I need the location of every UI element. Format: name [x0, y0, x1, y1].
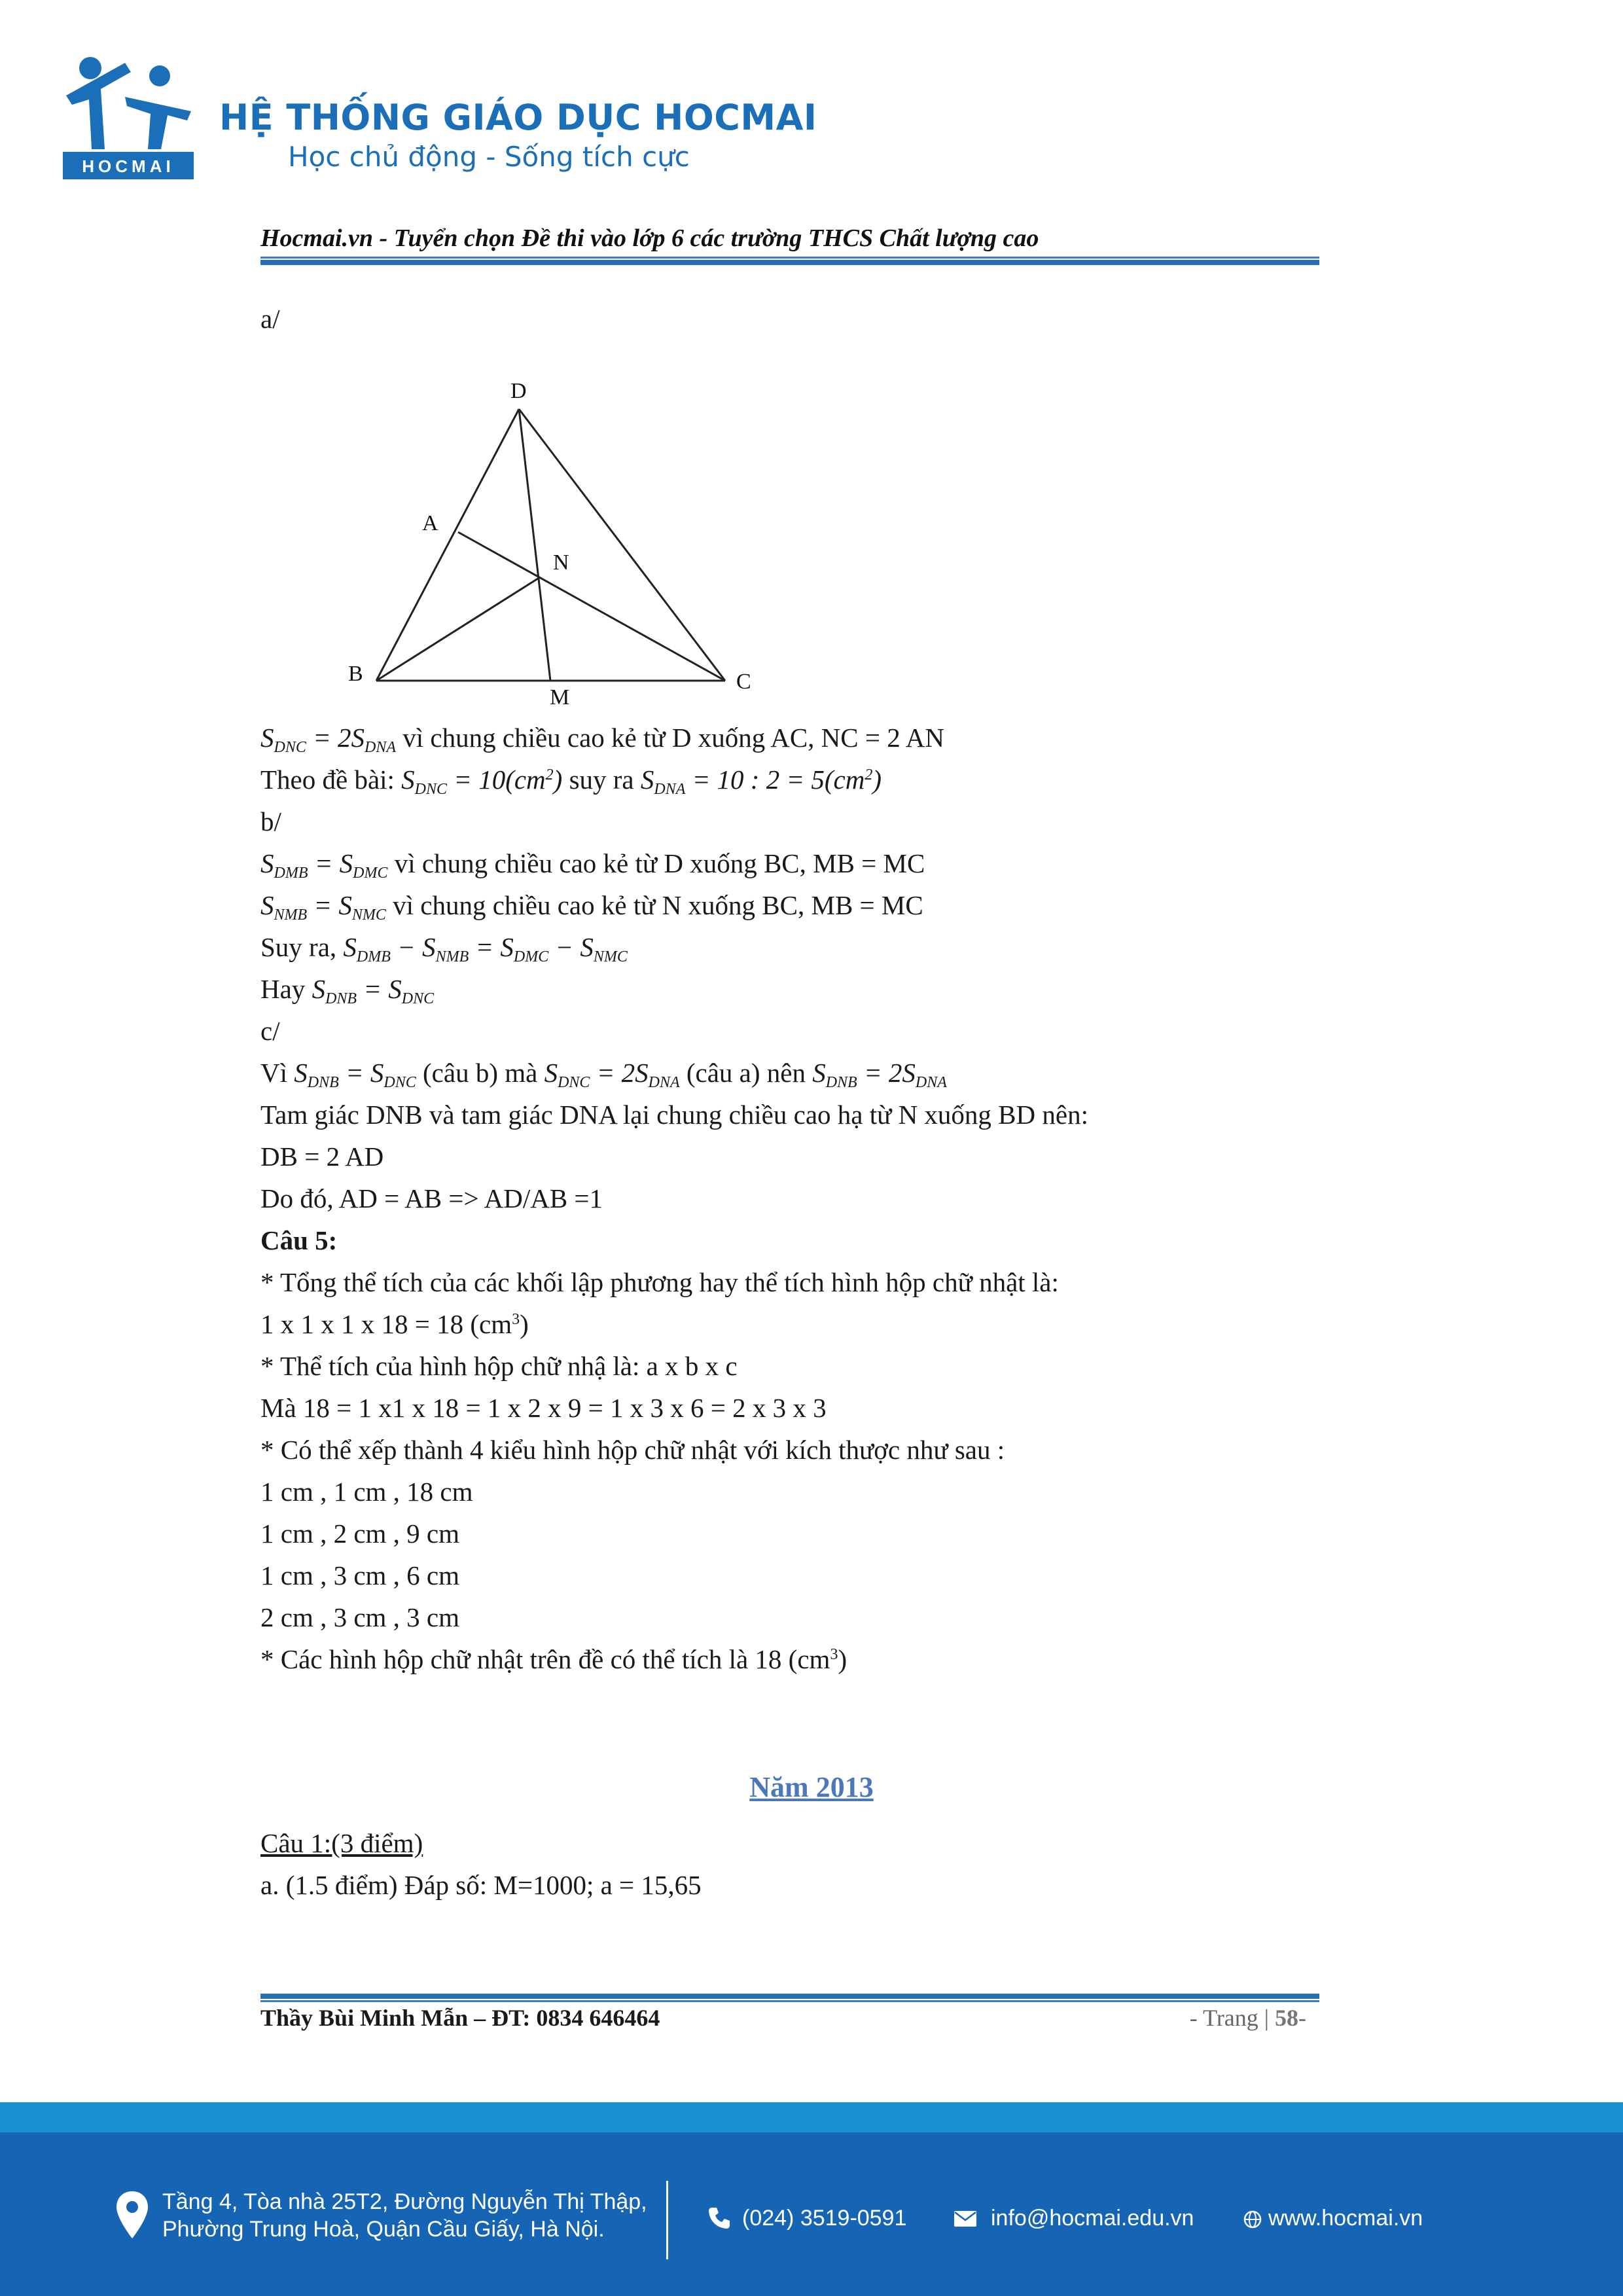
q5-conclusion: * Các hình hộp chữ nhật trên đề có thể tích là 18 $(cm^3)$: [260, 1644, 847, 1674]
logo-text: HOCMAI: [82, 156, 175, 176]
question-5-heading: Câu 5:: [260, 1225, 338, 1255]
org-name: HỆ THỐNG GIÁO DỤC HOCMAI: [219, 97, 817, 138]
address-line-2: Phường Trung Hoà, Quận Cầu Giấy, Hà Nội.: [162, 2217, 605, 2242]
q5-line-5: * Có thể xếp thành 4 kiểu hình hộp chữ nhật với kích thược như sau :: [260, 1435, 1005, 1465]
main-content: [260, 298, 1340, 1680]
phone-number: (024) 3519-0591: [742, 2206, 907, 2231]
q5-line-2: 1 x 1 x 1 x 18 = 18 $(cm^3)$: [260, 1309, 529, 1339]
footer-rule-thick: [260, 1994, 1319, 1999]
c-line-1: Vì $S_{DNB} = S_{DNC}$ (câu b) mà $S_{DNC} = 2S_{DNA}$ (câu a) nên $S_{DNB} = 2S_{DNA}$: [260, 1058, 947, 1091]
globe-icon: [1243, 2210, 1262, 2229]
b-line-4: Hay $S_{DNB} = S_{DNC}$: [260, 974, 435, 1007]
email-link[interactable]: info@hocmai.edu.vn: [991, 2206, 1194, 2231]
c-line-4: Do đó, AD = AB => AD/AB =1: [260, 1183, 603, 1213]
c-line-3: DB = 2 AD: [260, 1141, 384, 1172]
dimension-option: 1 cm , 2 cm , 9 cm: [260, 1518, 460, 1549]
label-D: D: [510, 379, 527, 403]
email-icon: [954, 2211, 976, 2227]
footer-rule-thin: [260, 2000, 1319, 2002]
dimension-option: 1 cm , 3 cm , 6 cm: [260, 1560, 460, 1590]
q5-line-3: * Thể tích của hình hộp chữ nhậ là: a x b x c: [260, 1351, 738, 1381]
a-line-1: $S_{DNC} = 2S_{DNA}$ vì chung chiều cao kẻ từ D xuống AC, NC = 2 AN: [260, 723, 944, 756]
label-N: N: [553, 550, 569, 575]
slogan: Học chủ động - Sống tích cực: [288, 141, 690, 173]
footer-band-top: [0, 2102, 1623, 2132]
q5-line-4: Mà 18 = 1 x1 x 18 = 1 x 2 x 9 = 1 x 3 x 6 = 2 x 3 x 3: [260, 1393, 827, 1423]
question-1-block: [260, 1822, 702, 1906]
location-pin-icon: [116, 2191, 148, 2238]
website-link[interactable]: www.hocmai.vn: [1268, 2206, 1423, 2231]
hocmai-logo: [63, 51, 194, 179]
phone-icon: [707, 2206, 732, 2231]
part-a-label: a/: [260, 304, 280, 334]
b-line-1: $S_{DMB} = S_{DMC}$ vì chung chiều cao kẻ từ D xuống BC, MB = MC: [260, 848, 925, 882]
b-line-2: $S_{NMB} = S_{NMC}$ vì chung chiều cao kẻ từ N xuống BC, MB = MC: [260, 890, 923, 924]
footer-divider: [666, 2181, 668, 2259]
question-1-heading: Câu 1:(3 điểm): [260, 1828, 423, 1858]
address-line-1: Tầng 4, Tòa nhà 25T2, Đường Nguyễn Thị Thập,: [162, 2189, 647, 2214]
label-C: C: [736, 670, 751, 694]
a-line-2: Theo đề bài: $S_{DNC} = 10(cm^2)$ suy ra $S_{DNA} = 10$ : $2 = 5(cm^2)$: [260, 764, 882, 798]
header-rule-thin: [260, 257, 1319, 259]
label-B: B: [348, 662, 363, 686]
footer-author: Thầy Bùi Minh Mẫn – ĐT: 0834 646464: [260, 2005, 660, 2031]
label-A: A: [422, 511, 438, 535]
dimension-option: 1 cm , 1 cm , 18 cm: [260, 1477, 473, 1507]
part-c-label: c/: [260, 1016, 280, 1046]
page-number: - Trang | 58-: [1189, 2005, 1306, 2031]
document-title: Hocmai.vn - Tuyển chọn Đề thi vào lớp 6 các trường THCS Chất lượng cao: [260, 224, 1039, 252]
label-M: M: [550, 685, 570, 709]
q5-line-1: * Tổng thể tích của các khối lập phương hay thể tích hình hộp chữ nhật là:: [260, 1267, 1059, 1297]
c-line-2: Tam giác DNB và tam giác DNA lại chung chiều cao hạ từ N xuống BD nên:: [260, 1100, 1088, 1130]
dimension-option: 2 cm , 3 cm , 3 cm: [260, 1602, 460, 1632]
part-b-label: b/: [260, 806, 281, 836]
b-line-3: Suy ra, $S_{DMB} - S_{NMB} = S_{DMC} - S_{NMC}$: [260, 932, 628, 965]
address: [162, 2188, 647, 2243]
question-1-answer-a: a. (1.5 điểm) Đáp số: M=1000; a = 15,65: [260, 1870, 702, 1900]
year-heading: Năm 2013: [749, 1771, 874, 1803]
header-rule-thick: [260, 260, 1319, 265]
